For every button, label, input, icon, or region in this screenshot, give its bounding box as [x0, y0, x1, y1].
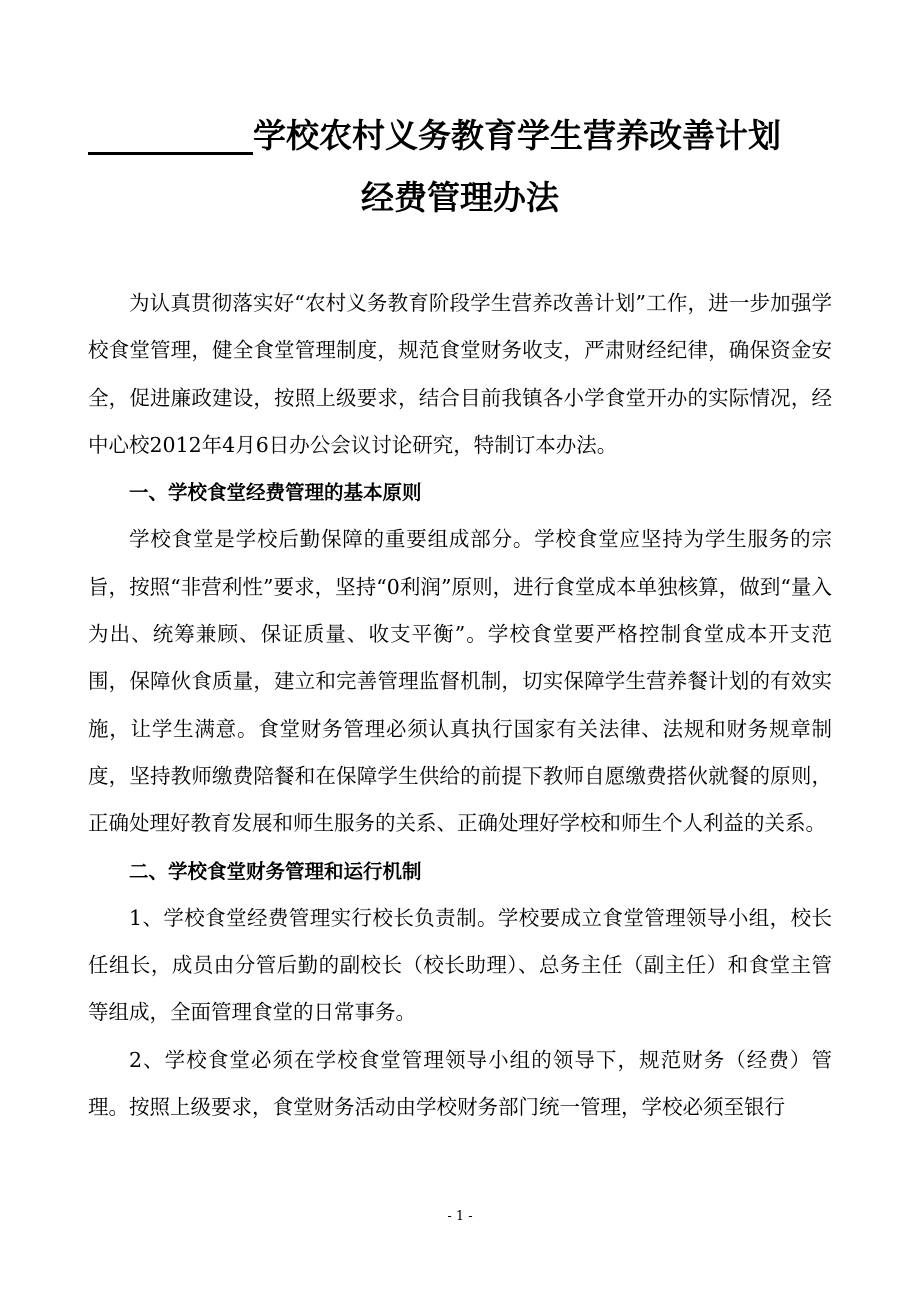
section-2-item-2: 2、学校食堂必须在学校食堂管理领导小组的领导下，规范财务（经费）管理。按照上级要求，食堂财务活动由学校财务部门统一管理，学校必须至银行 [88, 1047, 832, 1120]
page-number: - 1 - [447, 1209, 473, 1224]
section-1-heading: 一、学校食堂经费管理的基本原则 [129, 481, 422, 505]
intro-paragraph: 为认真贯彻落实好“农村义务教育阶段学生营养改善计划”工作，进一步加强学校食堂管理，健全食堂管理制度，规范食堂财务收支，严肃财经纪律，确保资金安全，促进廉政建设，按照上级要求，结合目前我镇各小学食堂开办的实际情况，经中心校2012年4月6日办公会议讨论研究，特制订本办法。 [88, 291, 832, 457]
section-2-heading: 二、学校食堂财务管理和运行机制 [129, 859, 422, 883]
document-title-line-2: 经费管理办法 [361, 178, 559, 217]
section-2-item-1: 1、学校食堂经费管理实行校长负责制。学校要成立食堂管理领导小组，校长任组长，成员由分管后勤的副校长（校长助理）、总务主任（副主任）和食堂主管等组成，全面管理食堂的日常事务。 [88, 905, 832, 1025]
section-1-paragraph: 学校食堂是学校后勤保障的重要组成部分。学校食堂应坚持为学生服务的宗旨，按照“非营利性”要求，坚持“0利润”原则，进行食堂成本单独核算，做到“量入为出、统筹兼顾、保证质量、收支平衡”。学校食堂要严格控制食堂成本开支范围，保障伙食质量，建立和完善管理监督机制，切实保障学生营养餐计划的有效实施，让学生满意。食堂财务管理必须认真执行国家有关法律、法规和财务规章制度，坚持教师缴费陪餐和在保障学生供给的前提下教师自愿缴费搭伙就餐的原则，正确处理好教育发展和师生服务的关系、正确处理好学校和师生个人利益的关系。 [88, 527, 832, 836]
document-body [88, 280, 832, 1131]
document-title-line-1: __________学校农村义务教育学生营养改善计划 [88, 116, 781, 155]
